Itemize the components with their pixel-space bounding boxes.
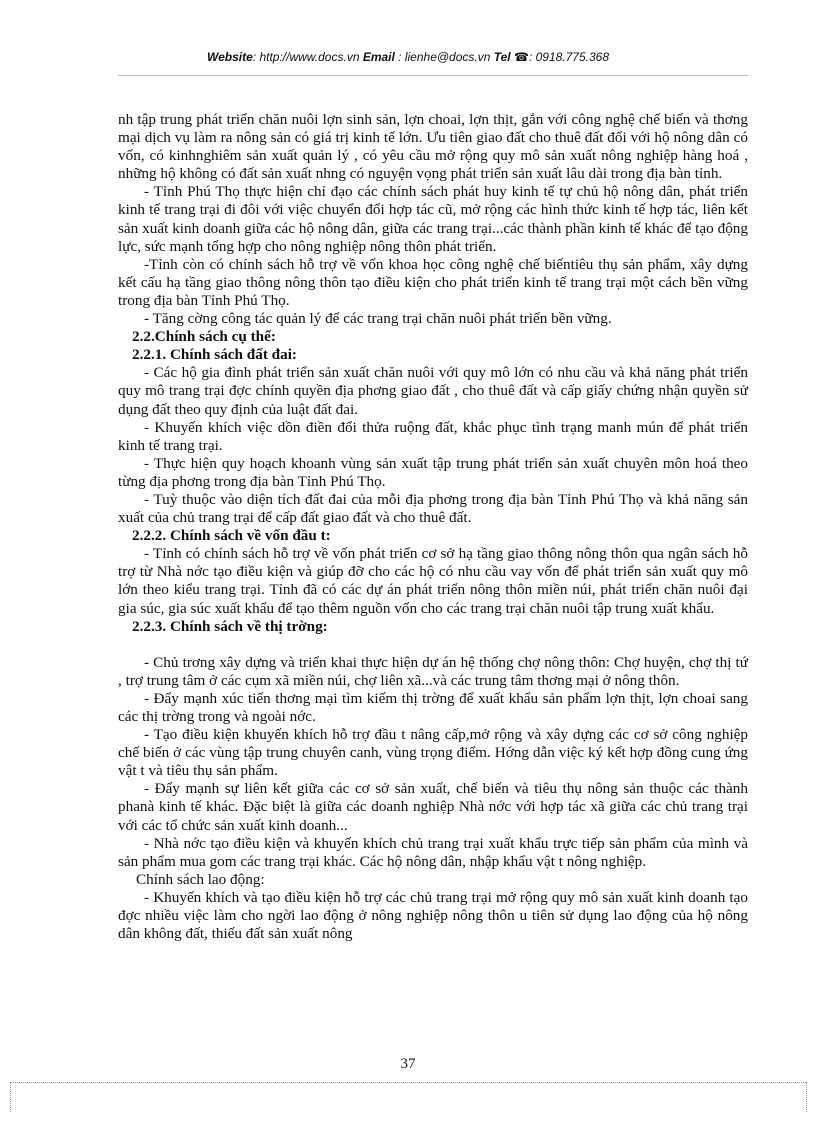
paragraph: - Đẩy mạnh xúc tiến thơng mại tìm kiếm thị trờng để xuất khẩu sản phẩm lợn thịt, lợn choai sang các thị trờng trong và ngoài nớc. [118, 689, 748, 725]
paragraph: - Chủ trơng xây dựng và triển khai thực hiện dự án hệ thống chợ nông thôn: Chợ huyện, chợ thị tứ , trợ trung tâm ở các cụm xã miền núi, chợ liên xã...và các trung tâm thơng mại ở nông thôn. [118, 653, 748, 689]
labor-policy-heading: Chính sách lao động: [136, 870, 265, 888]
paragraph: - Thực hiện quy hoạch khoanh vùng sản xuất tập trung phát triển sản xuất chuyên môn hoá theo từng địa phơng trong địa bàn Tỉnh Phú Thọ. [118, 454, 748, 490]
page-header [0, 50, 816, 64]
paragraph: - Tạo điều kiện khuyến khích hỗ trợ đầu t nâng cấp,mở rộng và xây dựng các cơ sở công nghiệp chế biến ở các vùng tập trung chuyên canh, vùng trọng điểm. Hớng dẫn việc ký kết hợp đồng cung ứng vật t và tiêu thụ sản phẩm. [118, 726, 748, 780]
subsection-heading: 2.2.3. Chính sách về thị trờng: [132, 617, 328, 635]
page-number: 37 [400, 1056, 416, 1072]
paragraph: - Tuỳ thuộc vào diện tích đất đai của mỗi địa phơng trong địa bàn Tỉnh Phú Thọ và khả năng sản xuất của chủ trang trại để cấp đất giao đất và cho thuê đất. [118, 490, 748, 527]
paragraph: - Nhà nớc tạo điều kiện và khuyến khích chủ trang trại xuất khẩu trực tiếp sản phẩm của mình và sản phẩm mua gom các trang trại khác. Các hộ nông dân, nhập khẩu vật t nông nghiệp. [118, 834, 748, 870]
paragraph: - Tỉnh có chính sách hỗ trợ về vốn phát triển cơ sở hạ tầng giao thông nông thôn qua ngân sách hỗ trợ từ Nhà nớc tạo điều kiện và giúp đỡ cho các hộ có nhu cầu vay vốn để phát triển sản xuất quy mô lớn theo kiểu trang trại. Tỉnh đã có các dự án phát triển nông thôn miền núi, phát triển chăn nuôi đại gia súc, gia súc xuất khẩu để tạo thêm nguồn vốn cho các trang trại chăn nuôi tập trung xuất khẩu. [118, 545, 748, 617]
spacer [118, 636, 748, 654]
paragraph: - Khuyến khích và tạo điều kiện hỗ trợ các chủ trang trại mở rộng quy mô sản xuất kinh doanh tạo đợc nhiều việc làm cho ngời lao động ở nông nghiệp nông thôn u tiên sử dụng lao động của hộ nông dân không đất, thiếu đất sản xuất nông [118, 888, 748, 943]
paragraph: - Đẩy mạnh sự liên kết giữa các cơ sở sản xuất, chế biến và tiêu thụ nông sản thuộc các thành phanà kinh tế khác. Đặc biệt là giữa các doanh nghiệp Nhà nớc với hợp tác xã giữa các chủ trang trại với các tổ chức sản xuất kinh doanh... [118, 780, 748, 834]
paragraph: - Các hộ gia đình phát triển sản xuất chăn nuôi với quy mô lớn có nhu cầu và khả năng phát triển quy mô trang trại đợc chính quyền địa phơng giao đất , cho thuê đất và cấp giấy chứng nhận quyền sử dụng đất theo quy định của luật đất đai. [118, 364, 748, 418]
subsection-heading: 2.2.1. Chính sách đất đai: [132, 346, 297, 364]
paragraph: - Tỉnh Phú Thọ thực hiện chỉ đạo các chính sách phát huy kinh tế tự chủ hộ nông dân, phát triển kinh tế trang trại đi đôi với việc chuyển đổi hợp tác cũ, mở rộng các hình thức kinh tế hợp tác, liên kết sản xuất kinh doanh giữa các hộ nông dân, giữa các trang trại...các thành phần kinh tế khác để tạo động lực, sức mạnh tổng hợp cho nông nghiệp nông thôn phát triển. [118, 183, 748, 255]
subsection-heading: 2.2.2. Chính sách về vốn đầu t: [132, 527, 331, 545]
page-bottom-border [10, 1082, 806, 1083]
page-left-border [10, 1082, 11, 1112]
email-value: : lienhe@docs.vn [394, 50, 494, 64]
paragraph: - Tăng cờng công tác quản lý để các trang trại chăn nuôi phát triển bền vững. [144, 310, 612, 328]
section-heading: 2.2.Chính sách cụ thể: [132, 328, 276, 346]
tel-value: : 0918.775.368 [528, 50, 610, 64]
paragraph: -Tỉnh còn có chính sách hỗ trợ về vốn khoa học công nghệ chế biếntiêu thụ sản phẩm, xây dựng kết cấu hạ tầng giao thông nông thôn tạo điều kiện cho phát triển kinh tế trang trại một cách bền vững trong địa bàn Tỉnh Phú Thọ. [118, 255, 748, 309]
paragraph: nh tập trung phát triển chăn nuôi lợn sinh sản, lợn choai, lợn thịt, gắn với công nghệ chế biến và thơng mại dịch vụ làm ra nông sản có giá trị kinh tế lớn. Ưu tiên giao đất cho thuê đất đối với hộ nông dân có vốn, có kinhnghiêm sản xuất quản lý , có yêu cầu mở rộng quy mô sản xuất nông nghiệp hàng hoá , những hộ không có đất sản xuất nhng có nguyện vọng phát triển sản xuất lâu dài trong địa bàn tỉnh. [118, 111, 748, 183]
website-value: : http://www.docs.vn [252, 50, 363, 64]
page-right-border [806, 1082, 807, 1112]
header-divider [118, 75, 748, 76]
tel-label: Tel ☎ [493, 50, 529, 64]
document-body [118, 111, 748, 943]
website-label: Website [206, 50, 253, 64]
paragraph: - Khuyến khích việc dồn điền đổi thửa ruộng đất, khắc phục tình trạng manh mún để phát triển kinh tế trang trại. [118, 418, 748, 454]
email-label: Email [362, 50, 395, 64]
